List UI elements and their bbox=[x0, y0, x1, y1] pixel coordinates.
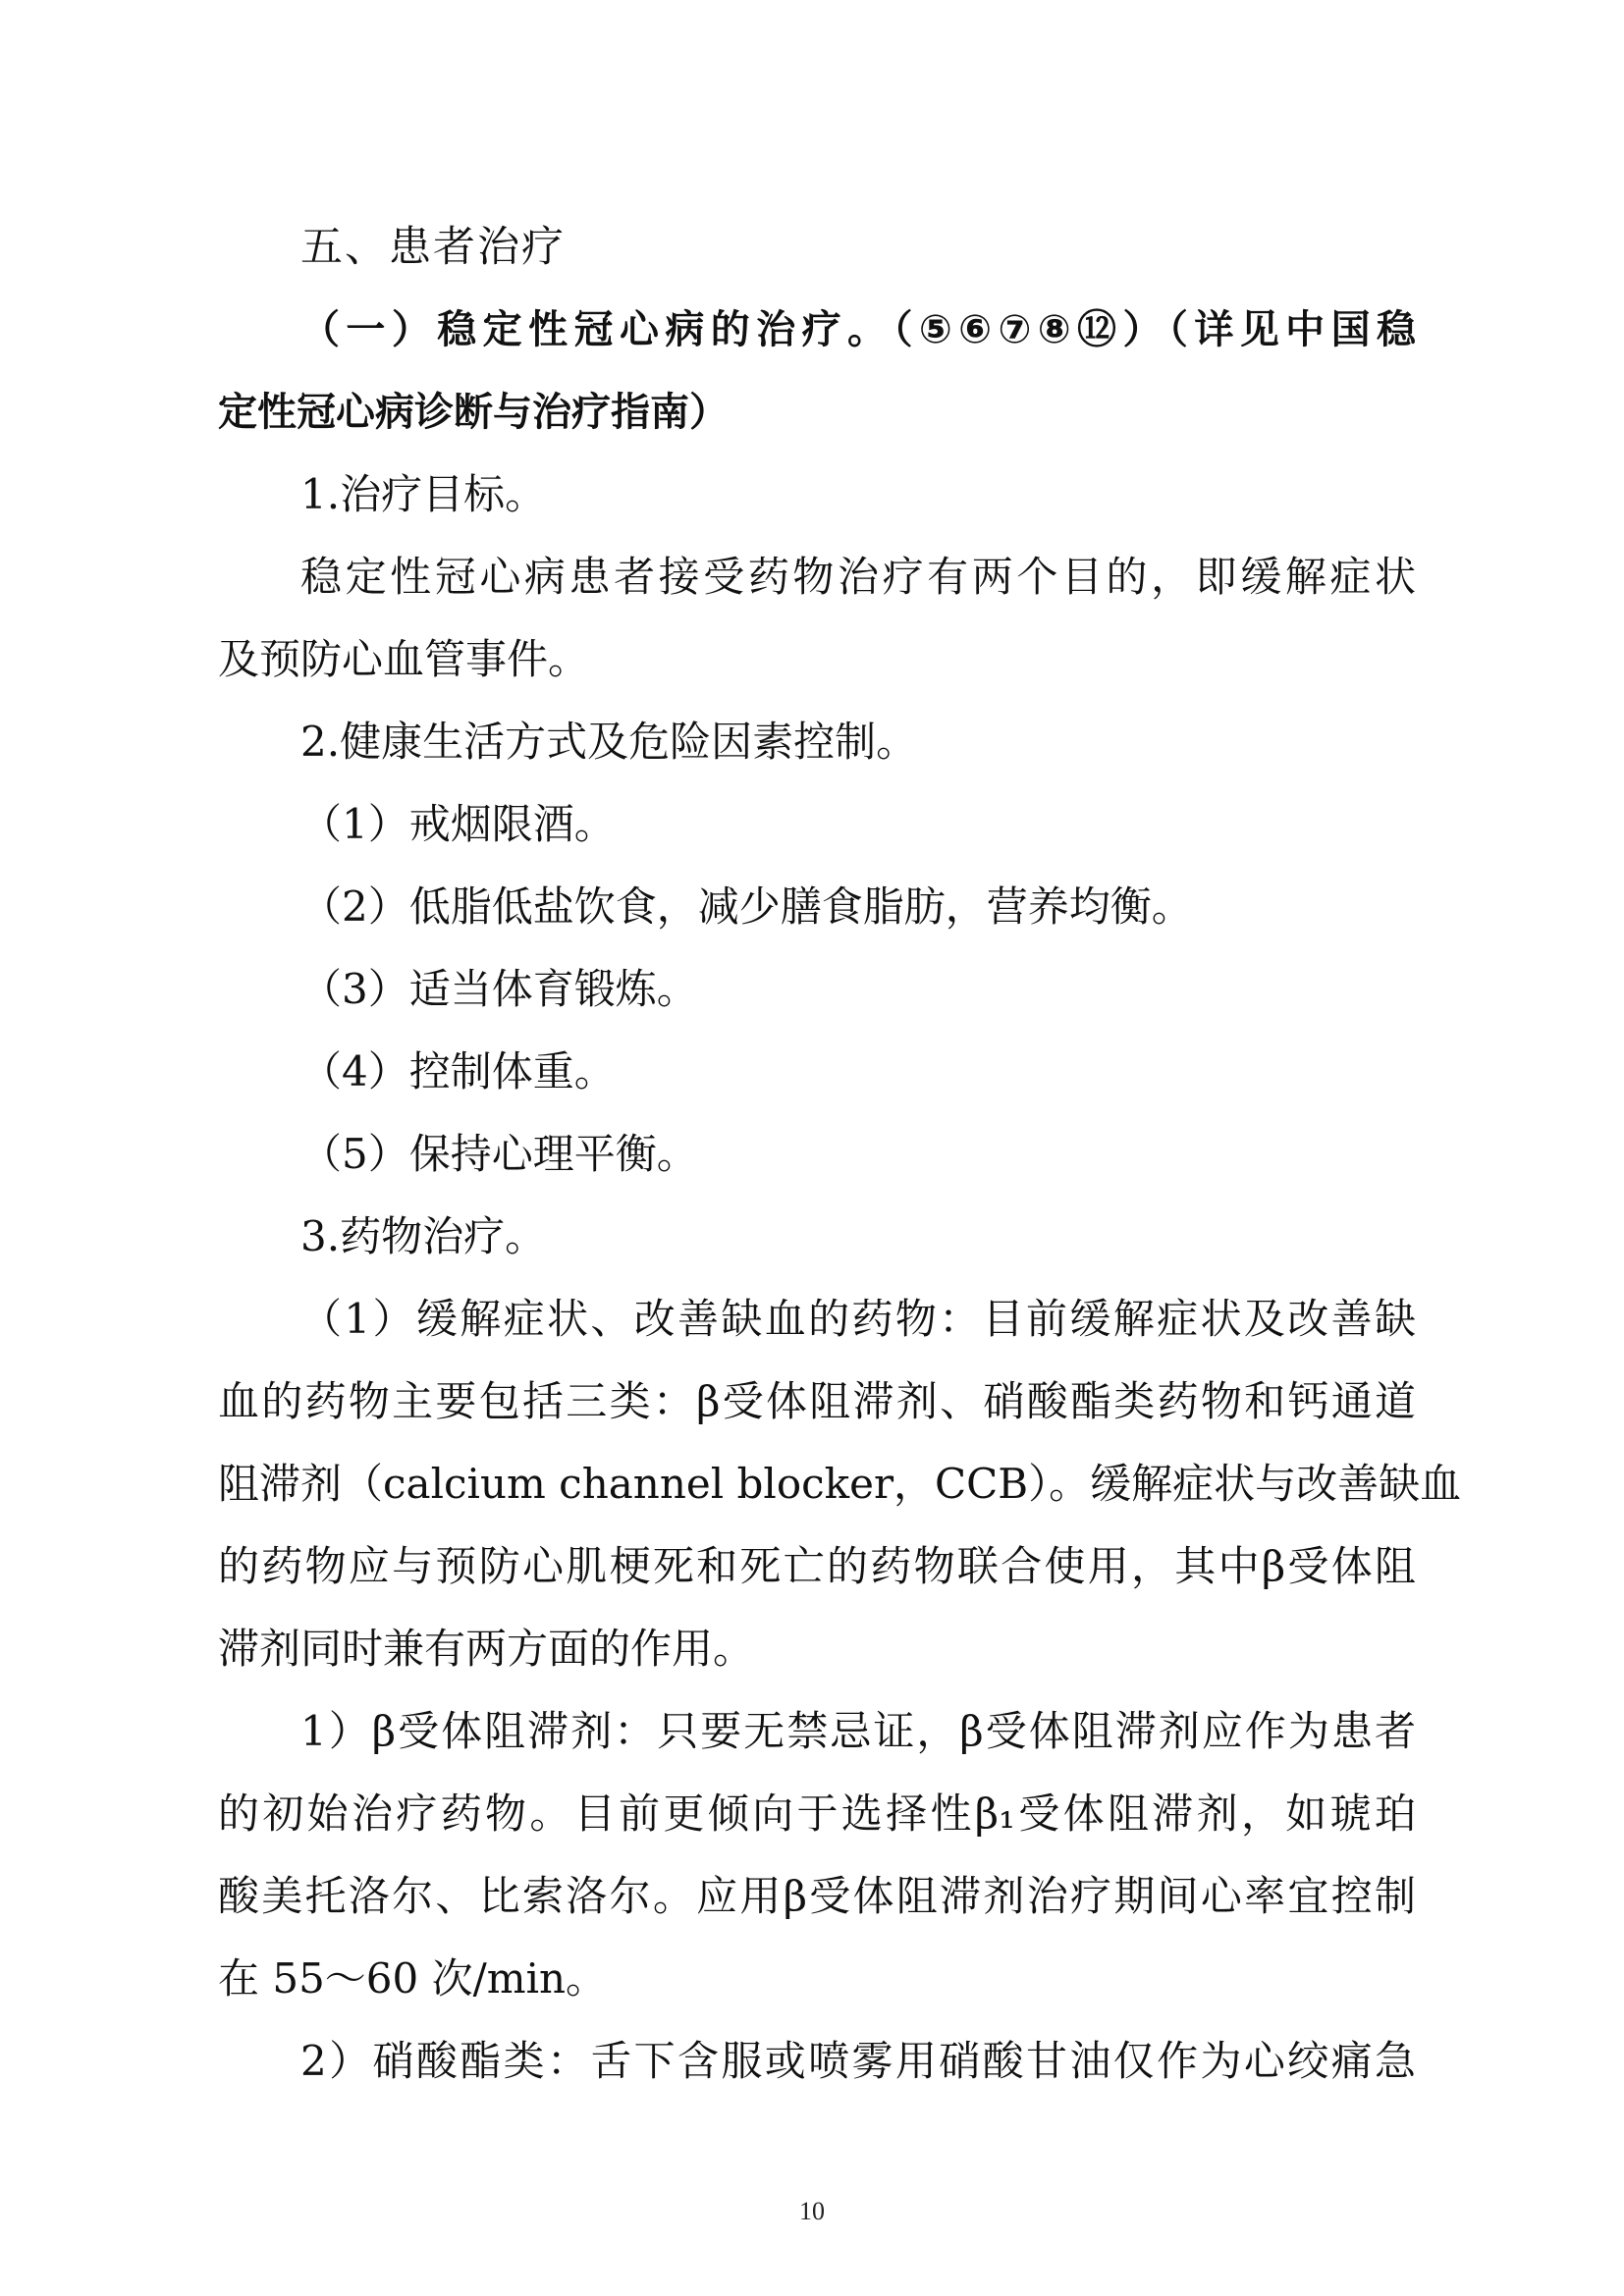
drug-para2-line: 1）β受体阻滞剂：只要无禁忌证，β受体阻滞剂应作为患者 bbox=[300, 1707, 1416, 1755]
drug-para1-line: 血的药物主要包括三类：β受体阻滞剂、硝酸酯类药物和钙通道 bbox=[218, 1377, 1416, 1425]
lifestyle-item: （2）低脂低盐饮食，减少膳食脂肪，营养均衡。 bbox=[300, 882, 1193, 931]
lifestyle-title: 2.健康生活方式及危险因素控制。 bbox=[300, 718, 918, 766]
section-heading: 五、患者治疗 bbox=[300, 223, 566, 272]
drug-para1-line: 阻滞剂（calcium channel blocker，CCB）。缓解症状与改善缺血 bbox=[218, 1460, 1462, 1508]
drug-para2-line: 酸美托洛尔、比索洛尔。应用β受体阻滞剂治疗期间心率宜控制 bbox=[218, 1872, 1416, 1920]
lifestyle-item: （3）适当体育锻炼。 bbox=[300, 965, 698, 1013]
goals-title: 1.治疗目标。 bbox=[300, 470, 547, 518]
lifestyle-item: （4）控制体重。 bbox=[300, 1047, 616, 1095]
drug-title: 3.药物治疗。 bbox=[300, 1212, 547, 1260]
lifestyle-item: （5）保持心理平衡。 bbox=[300, 1130, 698, 1178]
subheading-line-2: 定性冠心病诊断与治疗指南） bbox=[218, 390, 729, 435]
drug-para1-line: （1）缓解症状、改善缺血的药物：目前缓解症状及改善缺 bbox=[300, 1295, 1416, 1343]
subheading-line-1: （一）稳定性冠心病的治疗。（⑤⑥⑦⑧⑫）（详见中国稳 bbox=[300, 307, 1416, 352]
drug-para1-line: 的药物应与预防心肌梗死和死亡的药物联合使用，其中β受体阻 bbox=[218, 1542, 1416, 1590]
page-number: 10 bbox=[799, 2197, 825, 2225]
drug-para2-line: 的初始治疗药物。目前更倾向于选择性β₁受体阻滞剂，如琥珀 bbox=[218, 1789, 1416, 1838]
drug-para3-line: 2）硝酸酯类：舌下含服或喷雾用硝酸甘油仅作为心绞痛急 bbox=[300, 2037, 1416, 2085]
goals-body-line: 及预防心血管事件。 bbox=[218, 635, 590, 683]
drug-para1-line: 滞剂同时兼有两方面的作用。 bbox=[218, 1625, 755, 1673]
goals-body-line: 稳定性冠心病患者接受药物治疗有两个目的，即缓解症状 bbox=[300, 553, 1416, 601]
lifestyle-item: （1）戒烟限酒。 bbox=[300, 800, 616, 848]
drug-para2-line: 在 55～60 次/min。 bbox=[218, 1954, 608, 2002]
